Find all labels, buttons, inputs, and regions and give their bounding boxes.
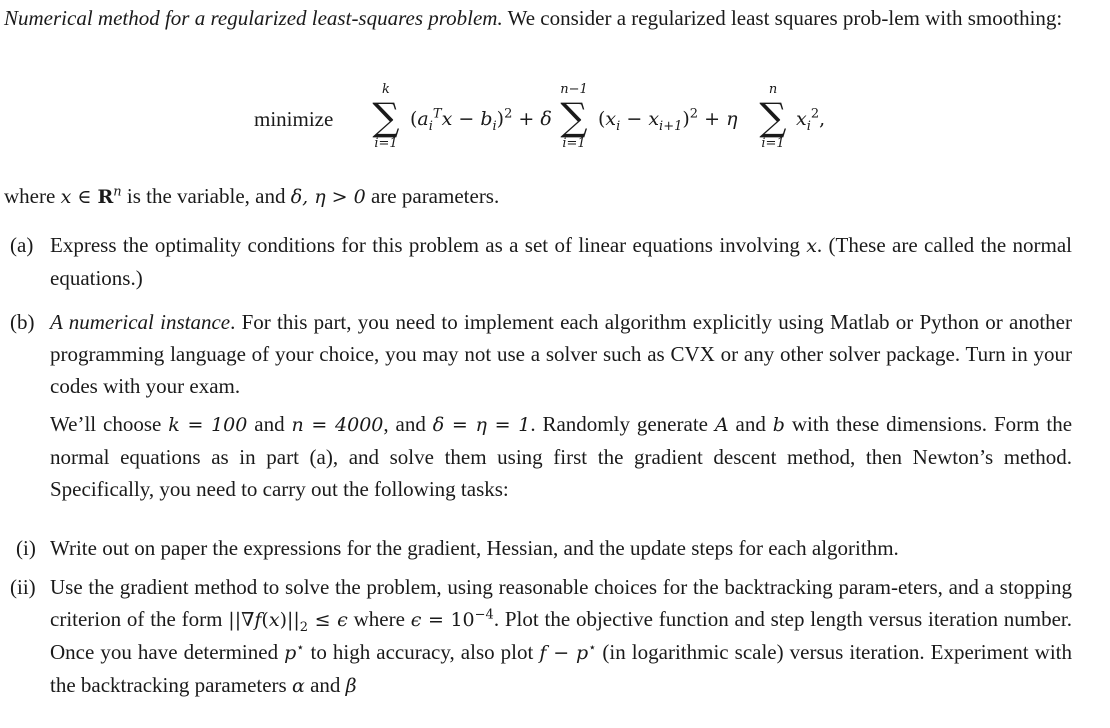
data-fit-term: $(a_i^Tx - b_i)^2 + \delta$	[410, 106, 552, 134]
b2-b: b	[772, 414, 785, 436]
x-in-Rn: x ∈ $R^n$	[60, 184, 122, 208]
ii-text-5: (in logarithmic scale) versus iteration. Experiment with the backtracking parameters	[50, 640, 1073, 697]
ii-f-minus-pstar: f − p⋆	[539, 640, 597, 664]
ii-text-6: and	[304, 673, 346, 697]
sum-1-symbol: ∑	[372, 95, 400, 139]
item-b-body	[50, 306, 1072, 402]
item-a-text-1: Express the optimality conditions for this problem as a set of linear equations involving	[50, 233, 807, 257]
where-params: δ, η > 0	[290, 186, 366, 208]
item-a-body	[50, 229, 1072, 294]
smoothing-term: $(x_i - x_{i+1})^2 + \eta$	[598, 106, 738, 134]
intro-text: We consider a regularized least squares prob-lem with smoothing:	[502, 6, 1063, 30]
b2-text-3: , and	[383, 412, 433, 436]
item-a-label: (a)	[10, 233, 34, 257]
b2-text-5: and	[728, 412, 773, 436]
where-text-3: are parameters.	[365, 184, 500, 208]
intro-paragraph	[4, 2, 1106, 34]
sum-1-upper: k	[382, 82, 390, 97]
ii-text-2: where	[347, 607, 411, 631]
b2-text-4: . Randomly generate	[530, 412, 715, 436]
sum-3-symbol: ∑	[759, 95, 787, 139]
item-a-var: x	[806, 235, 817, 257]
b2-n: n = 4000	[291, 414, 384, 436]
item-a-text-2: . (These are called the normal equations.)	[50, 233, 1072, 290]
ii-text-1: Use the gradient method to solve the problem, using reasonable choices for the backtracking param-eters, and a stopping criterion of the form	[50, 575, 1072, 631]
ii-beta: β	[345, 675, 357, 697]
sum-2-upper: n−1	[560, 82, 588, 97]
b2-text-6: with these dimensions. Form the normal equations as in part (a), and solve them using first the gradient descent method, then Newton’s method. Specifically, you need to carry out the following tasks:	[50, 412, 1073, 501]
ii-alpha: α	[291, 675, 305, 697]
sum-1-lower: i=1	[374, 136, 398, 151]
item-ii-label: (ii)	[10, 575, 36, 599]
b2-text-1: We’ll choose	[50, 412, 169, 436]
ii-text-3: . Plot the objective function and step length versus iteration number. Once you have determined	[50, 607, 1072, 664]
where-line	[4, 180, 1106, 213]
item-i-body: Write out on paper the expressions for the gradient, Hessian, and the update steps for each algorithm.	[50, 536, 899, 560]
item-b2-body	[50, 408, 1072, 505]
regularization-term: $x_i^2$,	[796, 106, 826, 134]
where-text-2: is the variable, and	[121, 184, 291, 208]
item-ii-body	[50, 571, 1072, 702]
sum-3-lower: i=1	[761, 136, 785, 151]
where-text-1: where	[4, 184, 61, 208]
item-i-label: (i)	[16, 536, 36, 560]
sum-3	[753, 82, 793, 152]
item-b-text: . For this part, you need to implement each algorithm explicitly using Matlab or Python or another programming language of your choice, you may not use a solver such as CVX or any other solver package. Turn in your codes with your exam.	[50, 310, 1072, 398]
b2-k: k = 100	[168, 414, 248, 436]
item-b-title: A numerical instance	[50, 310, 231, 334]
sum-2-symbol: ∑	[560, 95, 588, 139]
sum-2-lower: i=1	[562, 136, 586, 151]
problem-title: Numerical method for a regularized least-squares problem.	[4, 6, 503, 30]
item-b-label: (b)	[10, 310, 35, 334]
b2-text-2: and	[247, 412, 292, 436]
ii-text-4: to high accuracy, also plot	[304, 640, 540, 664]
sum-1	[366, 82, 406, 152]
ii-epsilon: $\epsilon = 10^{-4}$	[410, 607, 494, 631]
sum-2	[554, 82, 594, 152]
ii-grad-norm: $||\nabla f(x)||_2 \le \epsilon$	[228, 609, 348, 635]
sum-3-upper: n	[768, 82, 778, 97]
ii-pstar: p⋆	[284, 640, 305, 664]
minimize-word: minimize	[254, 107, 334, 131]
objective-equation	[0, 74, 1110, 164]
b2-delta-eta: δ = η = 1	[432, 414, 531, 436]
b2-A: A	[714, 414, 729, 436]
